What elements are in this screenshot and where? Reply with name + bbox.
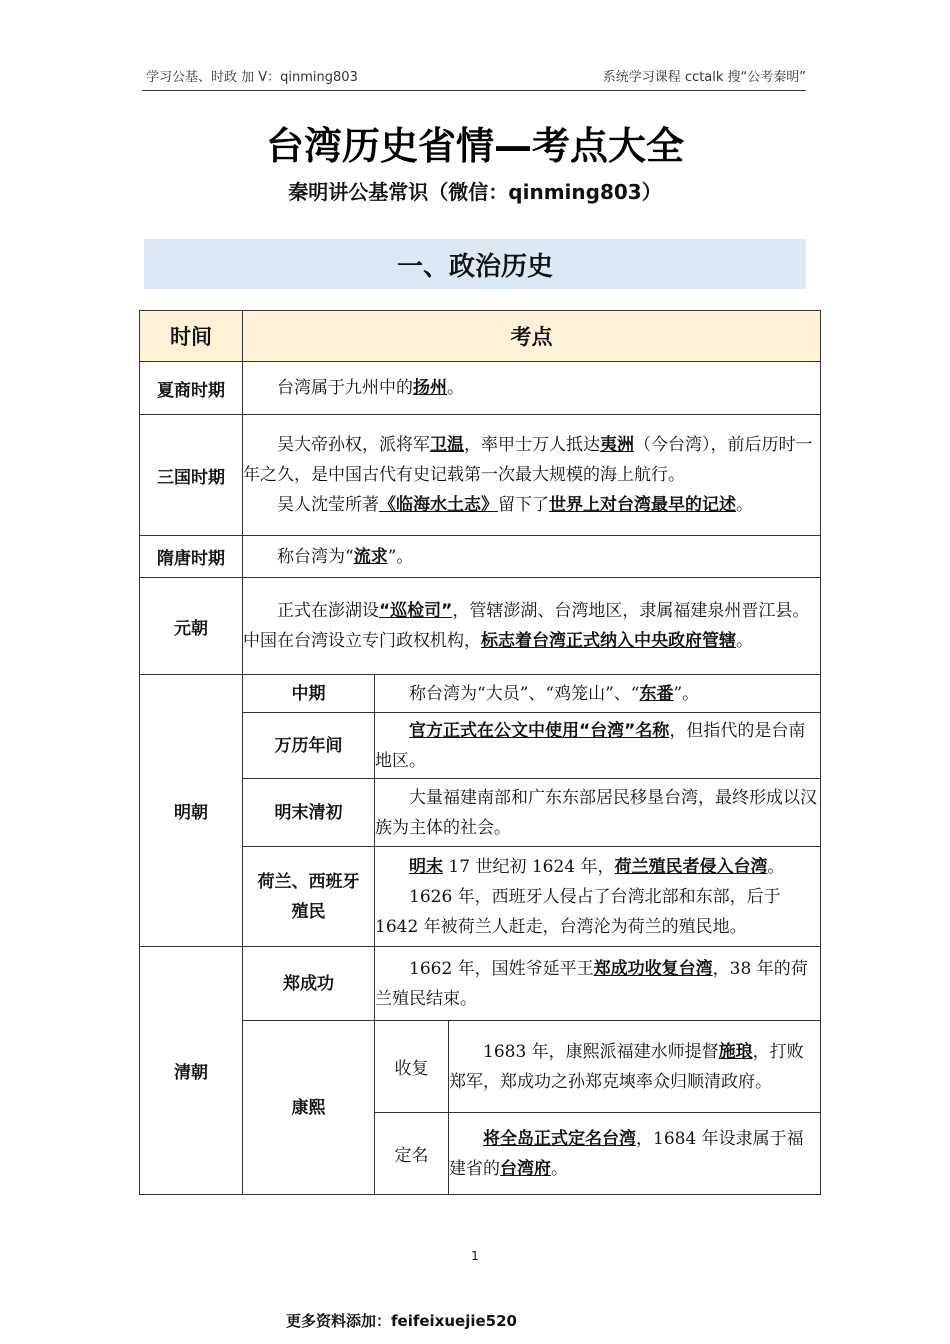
era-xiashang: 夏商时期 bbox=[140, 362, 243, 415]
table-header-row bbox=[140, 311, 821, 362]
header-right-text: 系统学习课程 cctalk 搜“公考秦明” bbox=[602, 70, 806, 85]
era-yuan: 元朝 bbox=[140, 578, 243, 675]
section-heading: 一、政治历史 bbox=[144, 239, 806, 289]
table-row bbox=[140, 536, 821, 578]
table-row bbox=[140, 362, 821, 415]
content-helan: 明末 17 世纪初 1624 年，荷兰殖民者侵入台湾。 1626 年，西班牙人侵占了台湾北部和东部，后于 1642 年被荷兰人赶走，台湾沦为荷兰的殖民地。 bbox=[375, 847, 821, 947]
sub-mingmo: 明末清初 bbox=[243, 779, 375, 847]
header-time: 时间 bbox=[140, 311, 243, 362]
content-sanguo: 吴大帝孙权，派将军卫温，率甲士万人抵达夷洲（今台湾），前后历时一年之久，是中国古代有史记载第一次最大规模的海上航行。 吴人沈莹所著《临海水土志》留下了世界上对台湾最早的记述。 bbox=[243, 415, 821, 536]
era-suitang: 隋唐时期 bbox=[140, 536, 243, 578]
sub-wanli: 万历年间 bbox=[243, 713, 375, 779]
sub-zhongqi: 中期 bbox=[243, 675, 375, 713]
header-left-text: 学习公基、时政 加 V：qinming803 bbox=[146, 70, 358, 85]
sub-dingming: 定名 bbox=[375, 1113, 449, 1195]
history-table bbox=[139, 310, 821, 1195]
sub-zheng: 郑成功 bbox=[243, 947, 375, 1021]
footer-contact: 更多资料添加：feifeixuejie520 bbox=[286, 1312, 517, 1330]
header-point: 考点 bbox=[243, 311, 821, 362]
table-row bbox=[140, 847, 821, 947]
content-wanli: 官方正式在公文中使用“台湾”名称，但指代的是台南地区。 bbox=[375, 713, 821, 779]
content-suitang: 称台湾为“流求”。 bbox=[243, 536, 821, 578]
table-row bbox=[140, 675, 821, 713]
era-ming: 明朝 bbox=[140, 675, 243, 947]
content-zheng: 1662 年，国姓爷延平王郑成功收复台湾，38 年的荷兰殖民结束。 bbox=[375, 947, 821, 1021]
era-sanguo: 三国时期 bbox=[140, 415, 243, 536]
content-xiashang: 台湾属于九州中的扬州。 bbox=[243, 362, 821, 415]
content-dingming: 将全岛正式定名台湾，1684 年设隶属于福建省的台湾府。 bbox=[449, 1113, 821, 1195]
page-title: 台湾历史省情—考点大全 bbox=[265, 124, 684, 168]
content-zhongqi: 称台湾为“大员”、“鸡笼山”、“东番”。 bbox=[375, 675, 821, 713]
table-row bbox=[140, 779, 821, 847]
page-number: 1 bbox=[471, 1249, 479, 1263]
era-qing: 清朝 bbox=[140, 947, 243, 1195]
content-shoufu: 1683 年，康熙派福建水师提督施琅，打败郑军，郑成功之孙郑克塽率众归顺清政府。 bbox=[449, 1021, 821, 1113]
header-divider bbox=[142, 90, 806, 91]
table-row bbox=[140, 713, 821, 779]
content-mingmo: 大量福建南部和广东东部居民移垦台湾，最终形成以汉族为主体的社会。 bbox=[375, 779, 821, 847]
table-row bbox=[140, 578, 821, 675]
sub-helan: 荷兰、西班牙殖民 bbox=[243, 847, 375, 947]
sub-kangxi: 康熙 bbox=[243, 1021, 375, 1195]
page-subtitle: 秦明讲公基常识（微信：qinming803） bbox=[288, 180, 662, 204]
table-row bbox=[140, 415, 821, 536]
sub-shoufu: 收复 bbox=[375, 1021, 449, 1113]
table-row bbox=[140, 1021, 821, 1113]
table-row bbox=[140, 947, 821, 1021]
content-yuan: 正式在澎湖设“巡检司”，管辖澎湖、台湾地区，隶属福建泉州晋江县。中国在台湾设立专门政权机构，标志着台湾正式纳入中央政府管辖。 bbox=[243, 578, 821, 675]
